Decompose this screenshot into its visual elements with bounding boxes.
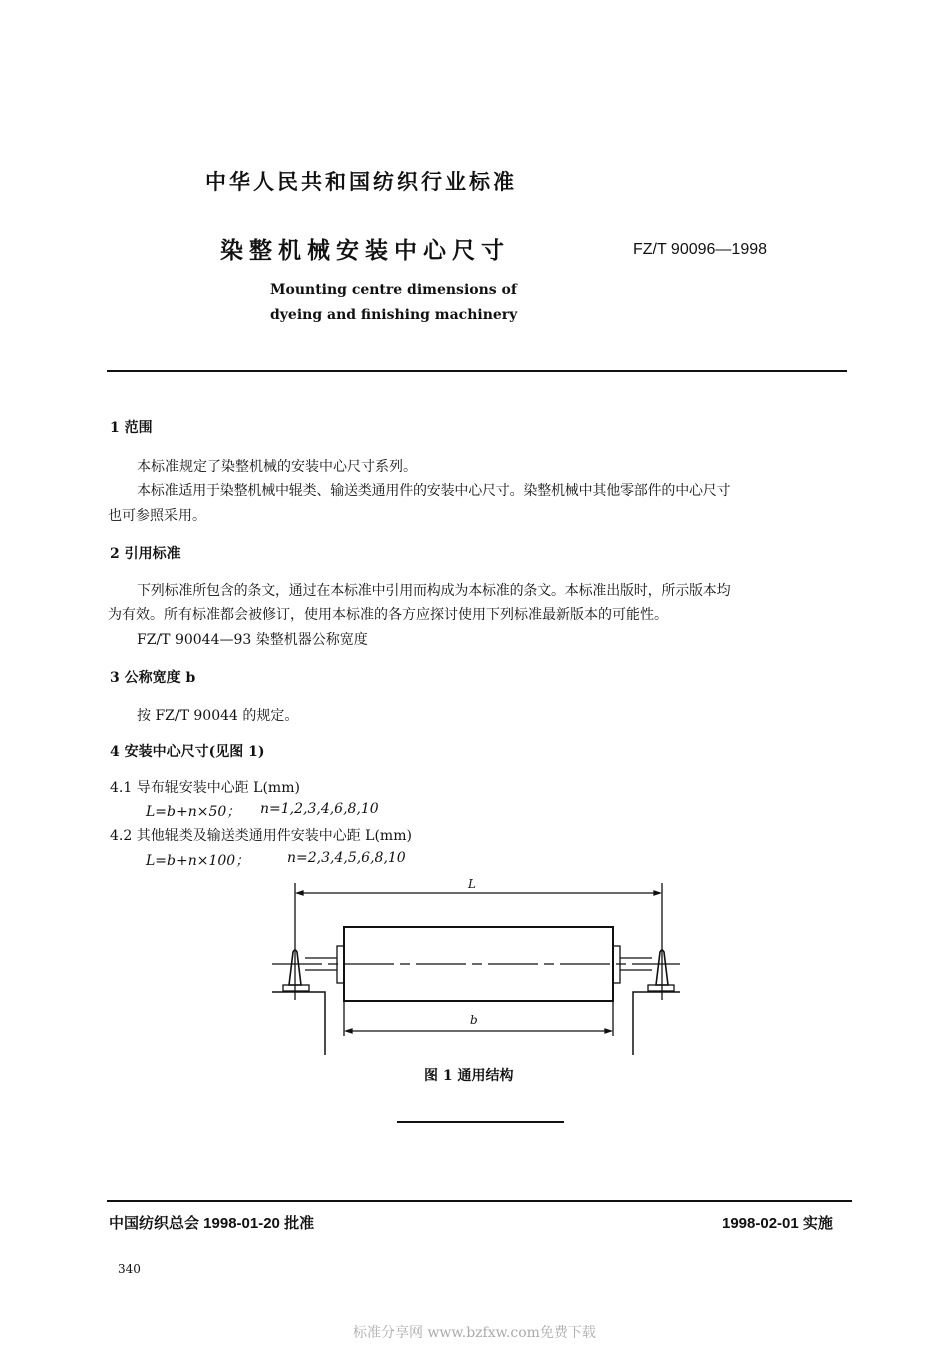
effective-date: 1998-02-01 实施 bbox=[722, 1215, 833, 1232]
section-heading-1: 1 范围 bbox=[110, 420, 153, 436]
section-heading-4: 4 安装中心尺寸(见图 1) bbox=[110, 744, 265, 760]
formula-n-values: n=2,3,4,5,6,8,10 bbox=[287, 850, 406, 866]
approval-date: 中国纺织总会 1998-01-20 批准 bbox=[109, 1215, 315, 1232]
formula: L=b+n×50； bbox=[146, 804, 241, 820]
paragraph: 本标准规定了染整机械的安装中心尺寸系列。 bbox=[137, 459, 417, 475]
left-flange bbox=[337, 946, 344, 983]
left-support bbox=[272, 950, 337, 1055]
formula: L=b+n×100； bbox=[146, 853, 250, 869]
standard-code: FZ/T 90096—1998 bbox=[633, 241, 768, 258]
footer-divider bbox=[107, 1200, 852, 1202]
end-rule bbox=[397, 1121, 564, 1123]
subsection-4-2: 4.2 其他辊类及输送类通用件安装中心距 L(mm) bbox=[110, 828, 412, 844]
right-support bbox=[620, 950, 680, 1055]
page-number: 340 bbox=[118, 1262, 141, 1276]
english-title-1: Mounting centre dimensions of bbox=[270, 282, 517, 298]
formula-n-values: n=1,2,3,4,6,8,10 bbox=[260, 801, 379, 817]
document-title: 染整机械安装中心尺寸 bbox=[220, 237, 510, 264]
label-L: L bbox=[468, 877, 476, 891]
subsection-4-1: 4.1 导布辊安装中心距 L(mm) bbox=[110, 780, 300, 796]
english-title-2: dyeing and finishing machinery bbox=[270, 307, 518, 323]
section-heading-2: 2 引用标准 bbox=[110, 546, 181, 562]
paragraph: 按 FZ/T 90044 的规定。 bbox=[137, 708, 299, 724]
dimension-b bbox=[344, 1001, 613, 1036]
paragraph: 本标准适用于染整机械中辊类、输送类通用件的安装中心尺寸。染整机械中其他零部件的中心尺寸 bbox=[137, 483, 731, 499]
figure-caption: 图 1 通用结构 bbox=[424, 1068, 514, 1084]
paragraph: 也可参照采用。 bbox=[108, 508, 206, 524]
label-b: b bbox=[470, 1013, 478, 1027]
watermark: 标准分享网 www.bzfxw.com免费下载 bbox=[353, 1325, 596, 1341]
paragraph: 为有效。所有标准都会被修订，使用本标准的各方应探讨使用下列标准最新版本的可能性。 bbox=[108, 607, 668, 623]
reference-standard: FZ/T 90044—93 染整机器公称宽度 bbox=[137, 632, 368, 648]
section-heading-3: 3 公称宽度 b bbox=[110, 670, 196, 686]
paragraph: 下列标准所包含的条文，通过在本标准中引用而构成为本标准的条文。本标准出版时，所示版本均 bbox=[137, 583, 731, 599]
org-standard-title: 中华人民共和国纺织行业标准 bbox=[205, 169, 517, 194]
dimension-L bbox=[295, 883, 662, 1000]
